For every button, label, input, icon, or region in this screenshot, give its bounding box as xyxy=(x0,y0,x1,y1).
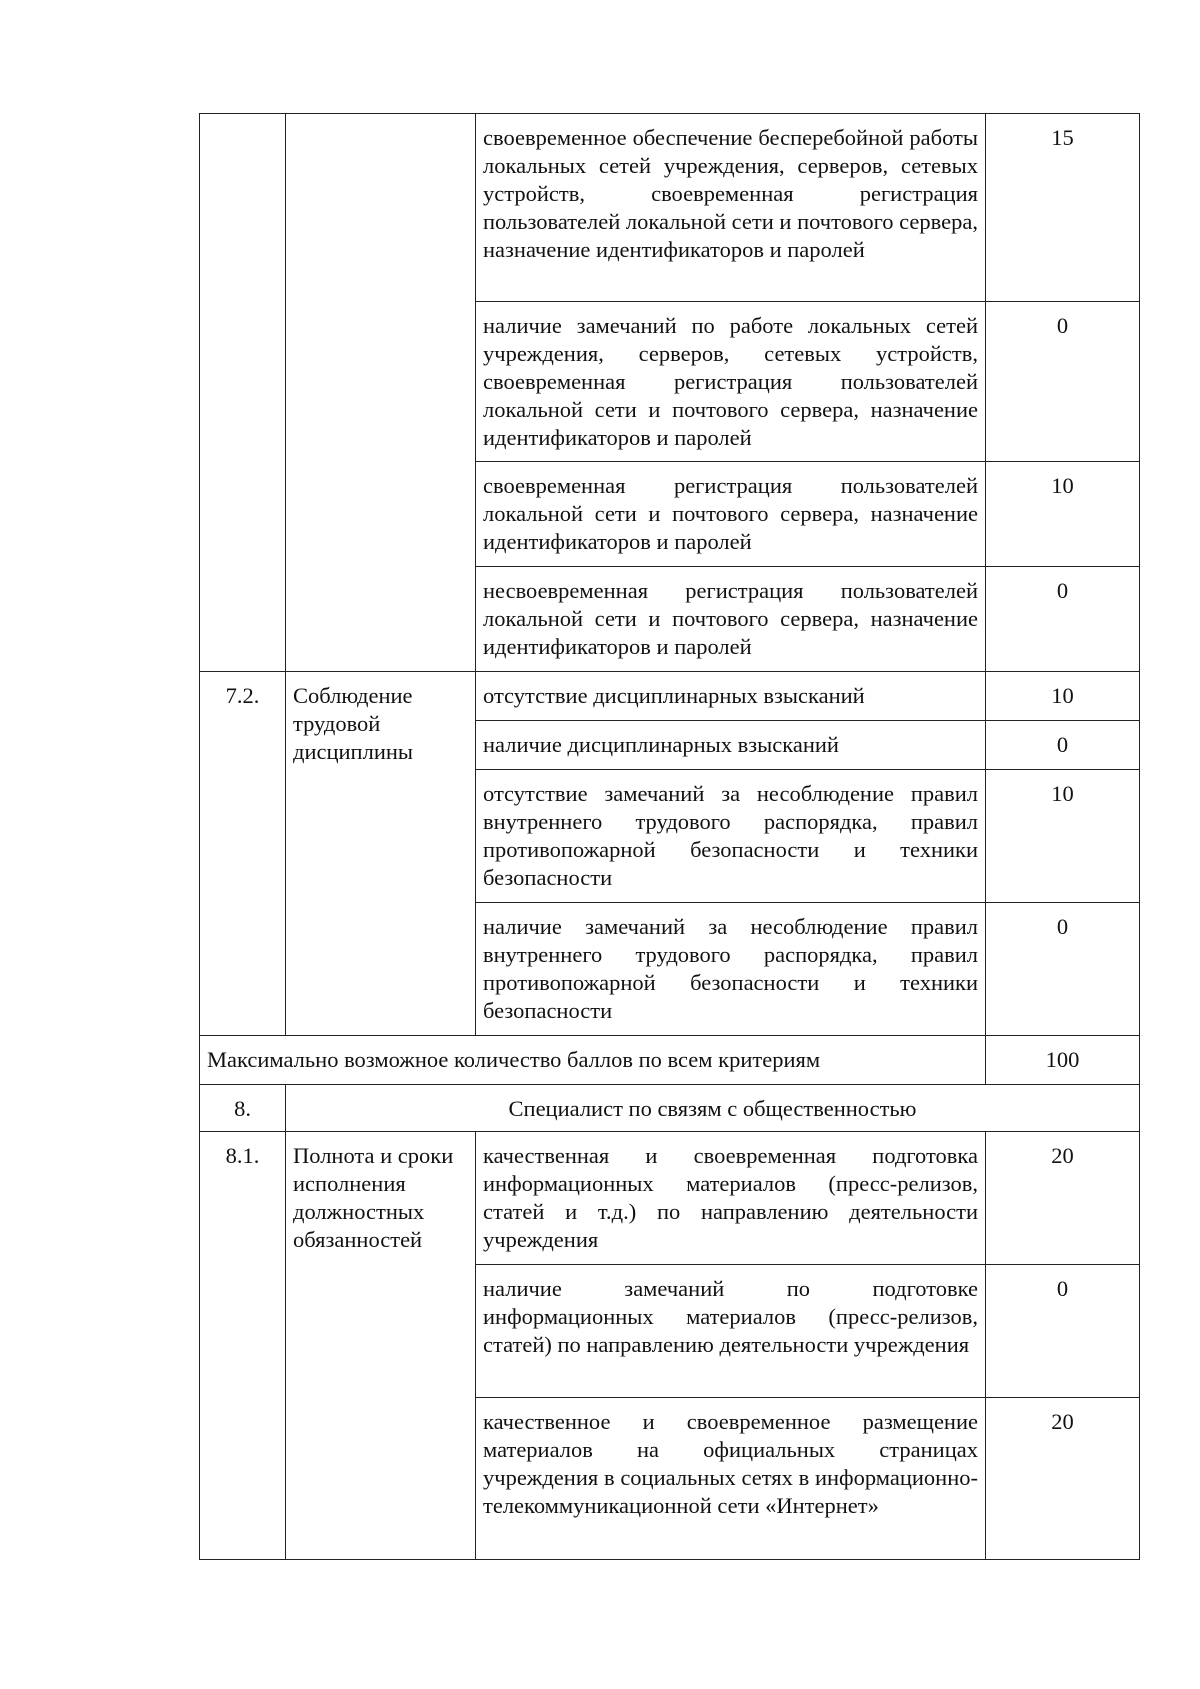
points-cell: 20 xyxy=(986,1398,1140,1560)
indicator-cell: своевременное обеспечение бесперебойной работы локальных сетей учреждения, серверов, сетевых устройств, своевременная регистрация пользователей локальной сети и почтового сервера, назначение идентификаторов и паролей xyxy=(476,114,986,302)
indicator-cell: наличие замечаний за несоблюдение правил внутреннего трудового распорядка, правил противопожарной безопасности и техники безопасности xyxy=(476,903,986,1036)
points-cell: 10 xyxy=(986,770,1140,903)
total-row xyxy=(200,1036,1140,1085)
points-cell: 0 xyxy=(986,721,1140,770)
indicator-cell: наличие замечаний по работе локальных сетей учреждения, серверов, сетевых устройств, своевременная регистрация пользователей локальной сети и почтового сервера, назначение идентификаторов и паролей xyxy=(476,302,986,462)
points-cell: 0 xyxy=(986,1265,1140,1398)
criterion-number: 8.1. xyxy=(200,1132,286,1560)
criterion-name: Соблюдение трудовой дисциплины xyxy=(286,672,476,1036)
criterion-name: Полнота и сроки исполнения должностных обязанностей xyxy=(286,1132,476,1560)
section-title: Специалист по связям с общественностью xyxy=(286,1085,1140,1132)
section-number: 8. xyxy=(200,1085,286,1132)
indicator-cell: отсутствие замечаний за несоблюдение правил внутреннего трудового распорядка, правил противопожарной безопасности и техники безопасности xyxy=(476,770,986,903)
points-cell: 10 xyxy=(986,462,1140,567)
criterion-cell-empty xyxy=(286,114,476,672)
points-cell: 20 xyxy=(986,1132,1140,1265)
total-label: Максимально возможное количество баллов по всем критериям xyxy=(200,1036,986,1085)
criterion-number: 7.2. xyxy=(200,672,286,1036)
indicator-cell: несвоевременная регистрация пользователей локальной сети и почтового сервера, назначение идентификаторов и паролей xyxy=(476,567,986,672)
table-row xyxy=(200,672,1140,721)
table-row xyxy=(200,114,1140,302)
points-cell: 10 xyxy=(986,672,1140,721)
criteria-table xyxy=(199,113,1140,1560)
indicator-cell: наличие замечаний по подготовке информационных материалов (пресс-релизов, статей) по направлению деятельности учреждения xyxy=(476,1265,986,1398)
total-points: 100 xyxy=(986,1036,1140,1085)
points-cell: 0 xyxy=(986,302,1140,462)
table-row xyxy=(200,1132,1140,1265)
points-cell: 0 xyxy=(986,903,1140,1036)
indicator-cell: наличие дисциплинарных взысканий xyxy=(476,721,986,770)
indicator-cell: своевременная регистрация пользователей локальной сети и почтового сервера, назначение идентификаторов и паролей xyxy=(476,462,986,567)
section-header-row xyxy=(200,1085,1140,1132)
points-cell: 15 xyxy=(986,114,1140,302)
indicator-cell: качественное и своевременное размещение материалов на официальных страницах учреждения в социальных сетях в информационно-телекоммуникационной сети «Интернет» xyxy=(476,1398,986,1560)
indicator-cell: качественная и своевременная подготовка информационных материалов (пресс-релизов, статей и т.д.) по направлению деятельности учреждения xyxy=(476,1132,986,1265)
points-cell: 0 xyxy=(986,567,1140,672)
indicator-cell: отсутствие дисциплинарных взысканий xyxy=(476,672,986,721)
number-cell-empty xyxy=(200,114,286,672)
